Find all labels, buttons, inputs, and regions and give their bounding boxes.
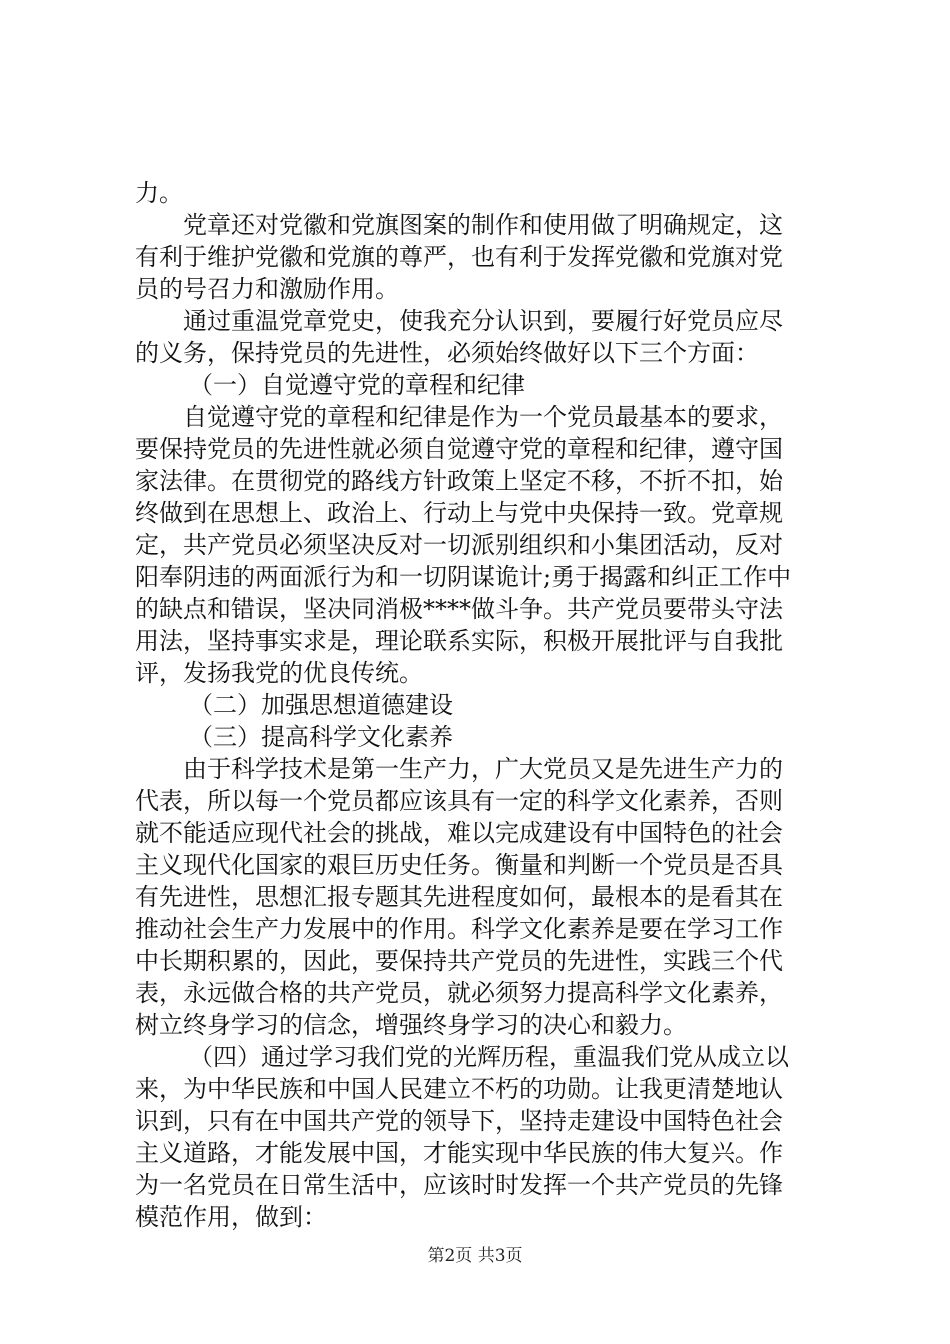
text-line: 的缺点和错误，坚决同消极****做斗争。共产党员要带头守法 xyxy=(135,595,783,623)
text-line: 要保持党员的先进性就必须自觉遵守党的章程和纪律，遵守国 xyxy=(135,435,783,463)
text-line: 主义道路，才能发展中国，才能实现中华民族的伟大复兴。作 xyxy=(135,1139,783,1167)
text-line: 员的号召力和激励作用。 xyxy=(135,275,399,303)
text-line: （一）自觉遵守党的章程和纪律 xyxy=(189,371,525,399)
text-line: 主义现代化国家的艰巨历史任务。衡量和判断一个党员是否具 xyxy=(135,851,783,879)
text-line: （二）加强思想道德建设 xyxy=(189,691,453,719)
text-line: 由于科学技术是第一生产力，广大党员又是先进生产力的 xyxy=(183,755,783,783)
page-number: 第2页 共3页 xyxy=(427,1246,523,1266)
text-line: 力。 xyxy=(135,179,183,207)
text-line: 代表，所以每一个党员都应该具有一定的科学文化素养，否则 xyxy=(135,787,783,815)
text-line: 树立终身学习的信念，增强终身学习的决心和毅力。 xyxy=(135,1011,687,1039)
text-line: 来，为中华民族和中国人民建立不朽的功勋。让我更清楚地认 xyxy=(135,1075,783,1103)
text-line: 就不能适应现代社会的挑战，难以完成建设有中国特色的社会 xyxy=(135,819,783,847)
page-footer xyxy=(0,1245,950,1267)
text-line: 家法律。在贯彻党的路线方针政策上坚定不移，不折不扣，始 xyxy=(135,467,783,495)
text-line: 通过重温党章党史，使我充分认识到，要履行好党员应尽 xyxy=(183,307,783,335)
text-line: 推动社会生产力发展中的作用。科学文化素养是要在学习工作 xyxy=(135,915,783,943)
text-line: 有利于维护党徽和党旗的尊严，也有利于发挥党徽和党旗对党 xyxy=(135,243,783,271)
text-line: 自觉遵守党的章程和纪律是作为一个党员最基本的要求， xyxy=(183,403,783,431)
text-line: 用法，坚持事实求是，理论联系实际，积极开展批评与自我批 xyxy=(135,627,783,655)
text-line: 模范作用，做到： xyxy=(135,1203,327,1231)
text-line: （三）提高科学文化素养 xyxy=(189,723,453,751)
text-line: 有先进性，思想汇报专题其先进程度如何，最根本的是看其在 xyxy=(135,883,783,911)
text-line: 终做到在思想上、政治上、行动上与党中央保持一致。党章规 xyxy=(135,499,783,527)
text-line: 评，发扬我党的优良传统。 xyxy=(135,659,423,687)
text-line: 的义务，保持党员的先进性，必须始终做好以下三个方面： xyxy=(135,339,759,367)
text-line: （四）通过学习我们党的光辉历程，重温我们党从成立以 xyxy=(189,1043,789,1071)
text-line: 阳奉阴违的两面派行为和一切阴谋诡计;勇于揭露和纠正工作中 xyxy=(135,563,792,591)
text-line: 为一名党员在日常生活中，应该时时发挥一个共产党员的先锋 xyxy=(135,1171,783,1199)
text-line: 表，永远做合格的共产党员，就必须努力提高科学文化素养， xyxy=(135,979,783,1007)
text-line: 党章还对党徽和党旗图案的制作和使用做了明确规定，这 xyxy=(183,211,783,239)
text-line: 定，共产党员必须坚决反对一切派别组织和小集团活动，反对 xyxy=(135,531,783,559)
text-line: 识到，只有在中国共产党的领导下，坚持走建设中国特色社会 xyxy=(135,1107,783,1135)
document-body xyxy=(135,177,825,1233)
text-line: 中长期积累的，因此，要保持共产党员的先进性，实践三个代 xyxy=(135,947,783,975)
